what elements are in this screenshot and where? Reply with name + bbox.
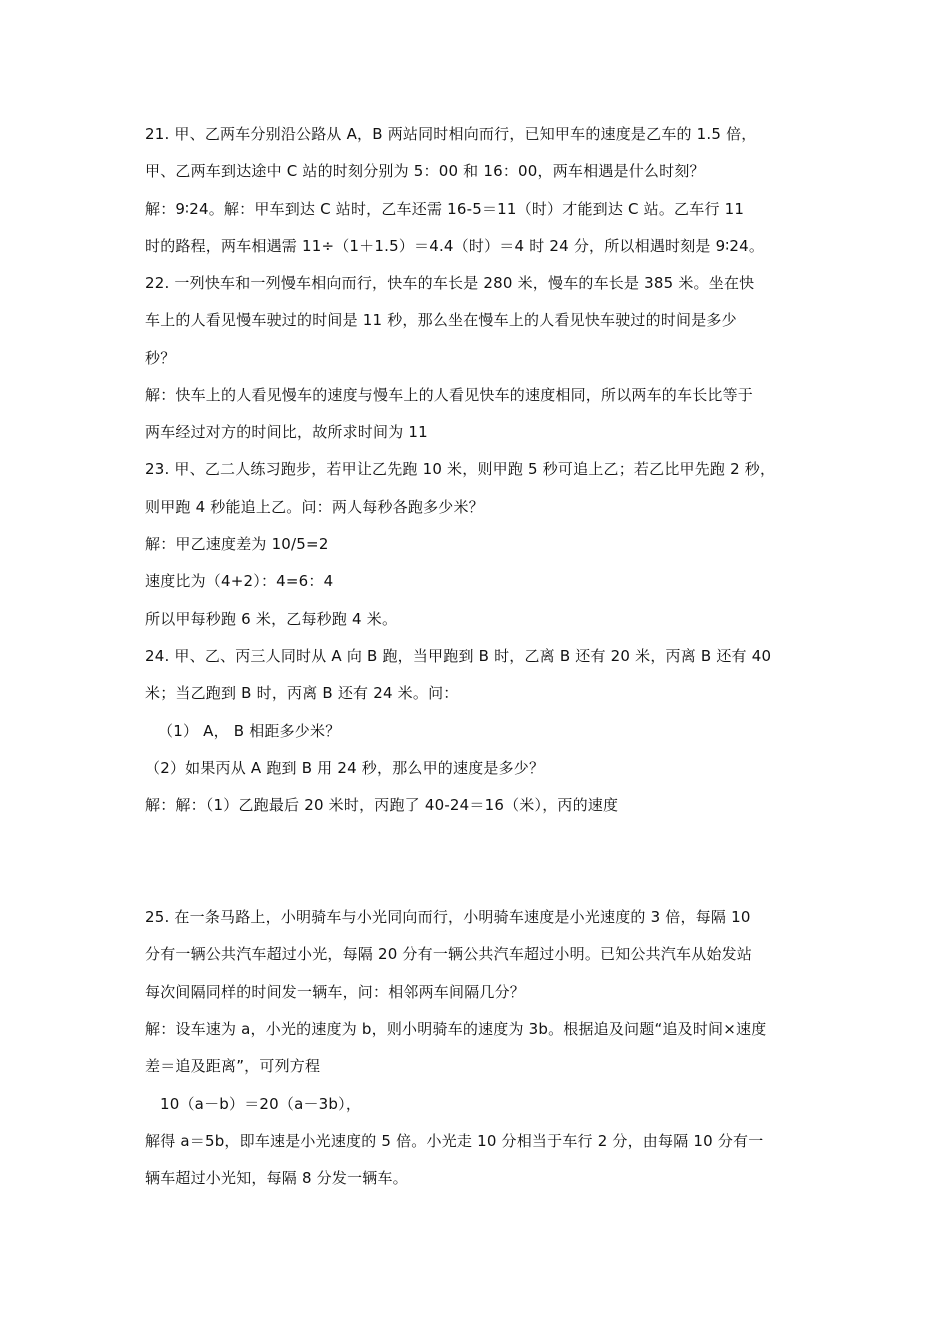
text-line: 速度比为（4+2）：4=6：4	[145, 572, 334, 590]
text-line: 每次间隔同样的时间发一辆车，问：相邻两车间隔几分？	[145, 983, 526, 1001]
text-line: 24. 甲、乙、丙三人同时从 A 向 B 跑，当甲跑到 B 时，乙离 B 还有 20 米，丙离 B 还有 40	[145, 647, 772, 665]
text-line: 两车经过对方的时间比，故所求时间为 11	[145, 423, 428, 441]
text-line: 分有一辆公共汽车超过小光，每隔 20 分有一辆公共汽车超过小明。已知公共汽车从始发站	[145, 945, 753, 963]
text-line: （2）如果丙从 A 跑到 B 用 24 秒，那么甲的速度是多少？	[145, 759, 545, 777]
text-line: 车上的人看见慢车驶过的时间是 11 秒，那么坐在慢车上的人看见快车驶过的时间是多少	[145, 311, 737, 329]
text-line: 米；当乙跑到 B 时，丙离 B 还有 24 米。问：	[145, 684, 459, 702]
text-line: 解：设车速为 a，小光的速度为 b，则小明骑车的速度为 3b。根据追及问题“追及时间×速度	[145, 1020, 767, 1038]
text-line: 解：9∶24。解：甲车到达 C 站时，乙车还需 16-5＝11（时）才能到达 C 站。乙车行 11	[145, 200, 745, 218]
text-line: 23. 甲、乙二人练习跑步，若甲让乙先跑 10 米，则甲跑 5 秒可追上乙；若乙比甲先跑 2 秒，	[145, 460, 776, 478]
text-line: 甲、乙两车到达途中 C 站的时刻分别为 5：00 和 16：00，两车相遇是什么时刻？	[145, 162, 705, 180]
text-line: 则甲跑 4 秒能追上乙。问：两人每秒各跑多少米？	[145, 498, 484, 516]
text-line: 解：快车上的人看见慢车的速度与慢车上的人看见快车的速度相同，所以两车的车长比等于	[145, 386, 754, 404]
text-line: 25. 在一条马路上，小明骑车与小光同向而行，小明骑车速度是小光速度的 3 倍，每隔 10	[145, 908, 751, 926]
text-line: 秒？	[145, 349, 176, 367]
text-line: 解：甲乙速度差为 10/5=2	[145, 535, 329, 553]
text-line: 解：解：（1）乙跑最后 20 米时，丙跑了 40-24＝16（米），丙的速度	[145, 796, 619, 814]
text-line: 22. 一列快车和一列慢车相向而行，快车的车长是 280 米，慢车的车长是 385 米。坐在快	[145, 274, 755, 292]
text-line: 10（a－b）＝20（a－3b），	[160, 1095, 362, 1113]
text-line: 辆车超过小光知，每隔 8 分发一辆车。	[145, 1169, 408, 1187]
text-line: 时的路程，两车相遇需 11÷（1＋1.5）＝4.4（时）＝4 时 24 分，所以相遇时刻是 9∶24。	[145, 237, 765, 255]
text-line: 解得 a＝5b，即车速是小光速度的 5 倍。小光走 10 分相当于车行 2 分，由每隔 10 分有一	[145, 1132, 764, 1150]
text-line: 21. 甲、乙两车分别沿公路从 A，B 两站同时相向而行，已知甲车的速度是乙车的 1.5 倍，	[145, 125, 757, 143]
text-line: 差＝追及距离”，可列方程	[145, 1057, 321, 1075]
text-line: 所以甲每秒跑 6 米，乙每秒跑 4 米。	[145, 610, 398, 628]
text-line: （1） A， B 相距多少米？	[158, 722, 341, 740]
